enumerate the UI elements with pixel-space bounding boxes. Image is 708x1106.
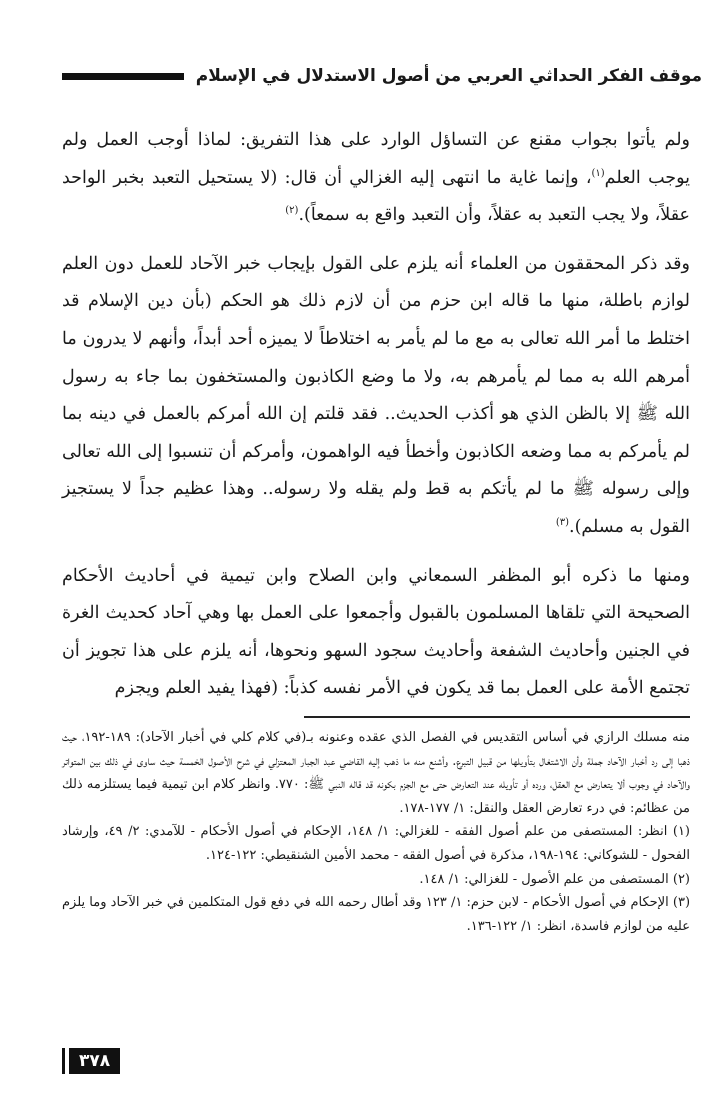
header-rule	[62, 73, 184, 80]
page-number: ٣٧٨	[69, 1048, 120, 1074]
paragraph	[62, 122, 690, 235]
paragraph-text: ، وإنما غاية ما انتهى إليه الغزالي أن قال: (لا يستحيل التعبد بخبر الواحد عقلاً، ولا يجب التعبد به عقلاً، وأن التعبد واقع به سمعاً).	[62, 167, 690, 226]
footnote-separator	[304, 716, 690, 718]
footnote: (٣) الإحكام في أصول الأحكام - لابن حزم: ١/ ١٢٣ وقد أطال رحمه الله في دفع قول المتكلمين في خبر الآحاد وما يلزم عليه من لوازم فاسدة، انظر: ١/ ١٢٢-١٣٦.	[62, 895, 691, 934]
footnotes	[62, 726, 690, 938]
footnote: (١) انظر: المستصفى من علم أصول الفقه - للغزالي: ١/ ١٤٨، الإحكام في أصول الأحكام - للآمدي: ٢/ ٤٩، وإرشاد الفحول - للشوكاني: ١٩٤-١٩٨، مذكرة في أصول الفقه - محمد الأمين الشنقيطي: ١٢٢-١٢٤.	[62, 824, 690, 863]
running-header	[62, 58, 702, 94]
footnote-ref: (١)	[591, 167, 605, 179]
paragraph-text: ومنها ما ذكره أبو المظفر السمعاني وابن الصلاح وابن تيمية في أحاديث الأحكام الصحيحة التي تلقاها المسلمون بالقبول وأجمعوا على العمل بها وهي آحاد كحديث الغرة في الجنين وأحاديث الشفعة وأحاديث سجود السهو ونحوها، أنه يلزم على هذا تجويز أن تجتمع الأمة على العمل بما قد يكون في الأمر نفسه كذباً: (فهذا يفيد العلم ويجزم	[62, 565, 690, 699]
paragraph	[62, 558, 690, 708]
paragraph	[62, 246, 690, 547]
footnote-ref: (٢)	[285, 205, 299, 217]
footnote: (٢) المستصفى من علم الأصول - للغزالي: ١/ ١٤٨.	[419, 871, 690, 887]
page-number-bar	[62, 1048, 65, 1074]
paragraph-text: ولم يأتوا بجواب مقنع عن التساؤل الوارد على هذا التفريق: لماذا أوجب العمل ولم يوجب العلم	[62, 130, 690, 188]
footnote: منه مسلك الرازي في أساس التقديس في الفصل الذي عقده وعنونه بـ(في كلام كلي في أخبار الآحاد): ١٨٩-١٩٢، حيث ذهبا إلى رد أخبار الآحاد جملة وأن الاشتغال بتأويلها من قبيل التبرع. وأشنع منه ما ذهب إليه القاضي عبد الجبار المعتزلي في شرح الأصول الخمسة حيث ساوى في ذلك بين المتواتر والآحاد في وجوب ألا يتعارض مع العقل، ورده أو تأويله عند التعارض حتى مع الجزم بكونه قد قاله النبي ﷺ: ٧٧٠. وانظر كلام ابن تيمية فيما يستلزمه ذلك من عظائم: في درء تعارض العقل والنقل: ١/ ١٧٧-١٧٨.	[62, 730, 691, 816]
page-number-block	[62, 1046, 120, 1076]
main-text	[62, 122, 690, 708]
header-title: موقف الفكر الحداثي العربي من أصول الاستدلال في الإسلام	[195, 66, 702, 86]
paragraph-text: وقد ذكر المحققون من العلماء أنه يلزم على القول بإيجاب خبر الآحاد للعمل دون العلم لوازم باطلة، منها ما قاله ابن حزم من أن لازم ذلك هو الحكم (بأن دين الإسلام قد اختلط ما أمر الله تعالى به مع ما لم يأمر به اختلاطاً لا يميزه أحد أبداً، وأنهم لا يدرون ما أمرهم الله به مما لم يأمرهم به، ولا ما وضع الكاذبون والمستخفون بما جاء به رسول الله ﷺ إلا بالظن الذي هو أكذب الحديث.. فقد قلتم إن الله أمركم بالعمل في دينه بما لم يأمركم به مما وضعه الكاذبون وأخطأ فيه الواهمون، وأمركم أن تنسبوا إلى الله تعالى وإلى رسوله ﷺ ما لم يأتكم به قط ولم يقله ولا رسوله.. وهذا عظيم جداً لا يستجيز القول به مسلم).	[62, 253, 690, 537]
footnote-ref: (٣)	[555, 517, 569, 529]
